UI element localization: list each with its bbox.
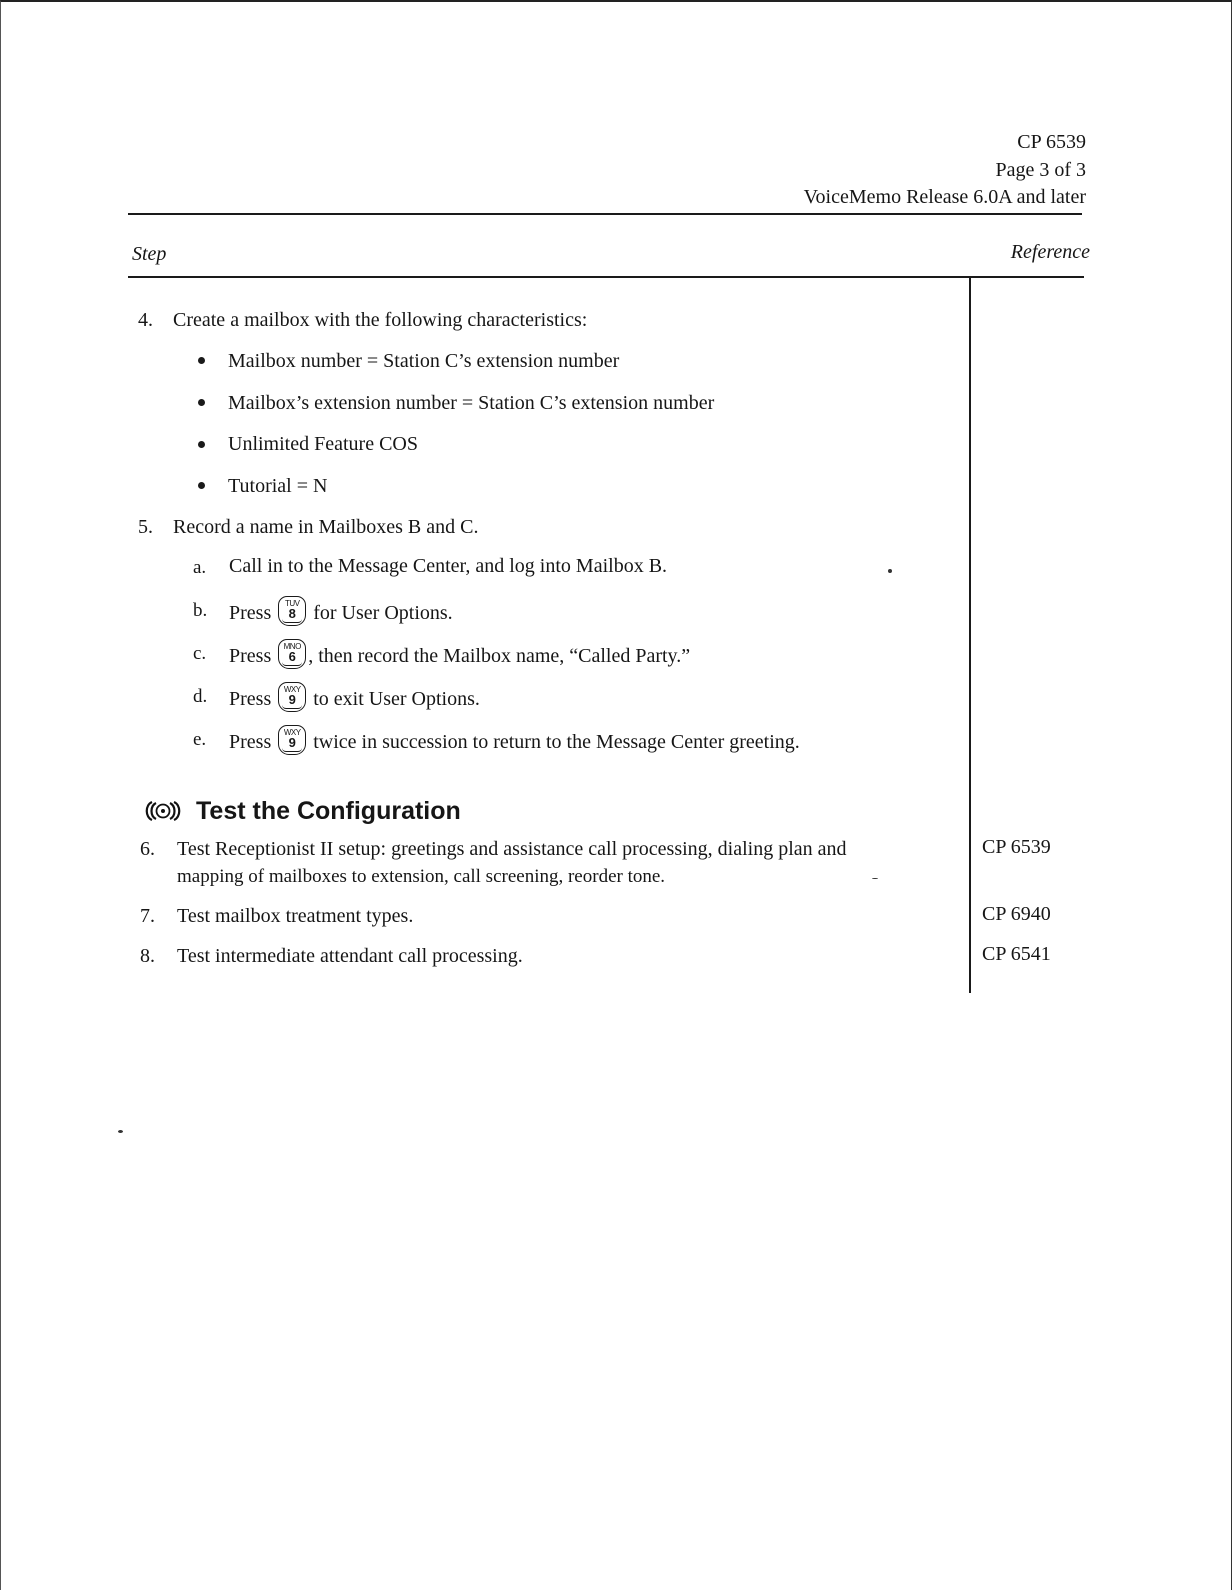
substep-text-pre: Press xyxy=(229,731,272,753)
page-number: Page 3 of 3 xyxy=(995,159,1086,181)
key-digit: 8 xyxy=(288,606,296,621)
key-letters: WXY xyxy=(283,685,301,694)
key-digit: 9 xyxy=(288,692,296,707)
substep-letter: b. xyxy=(193,600,208,621)
step-number: 7. xyxy=(140,905,155,927)
bullet-icon xyxy=(198,441,205,448)
substep-text xyxy=(229,725,800,755)
substep-text-post: twice in succession to return to the Message Center greeting. xyxy=(313,731,800,753)
bullet-item: Mailbox’s extension number = Station C’s extension number xyxy=(228,392,715,414)
reference-link[interactable]: CP 6539 xyxy=(982,836,1051,858)
substep-text-post: to exit User Options. xyxy=(313,688,480,710)
step-column-heading: Step xyxy=(132,243,167,265)
reference-link[interactable]: CP 6940 xyxy=(982,903,1051,925)
substep-text-post: for User Options. xyxy=(313,602,453,624)
key-letters: WXY xyxy=(283,728,301,737)
key-letters: MNO xyxy=(283,642,301,651)
release-note: VoiceMemo Release 6.0A and later xyxy=(803,186,1086,208)
bullet-item: Tutorial = N xyxy=(228,475,328,497)
bullet-item: Mailbox number = Station C’s extension number xyxy=(228,350,620,372)
step-text: Test intermediate attendant call processing. xyxy=(177,945,523,967)
reference-column-divider xyxy=(969,278,971,993)
bullet-icon xyxy=(198,482,205,489)
scan-speck xyxy=(118,1130,123,1133)
step-text: Test mailbox treatment types. xyxy=(177,905,414,927)
step-number: 5. xyxy=(138,516,153,538)
substep-letter: e. xyxy=(193,729,207,750)
substep-text-pre: Press xyxy=(229,645,272,667)
header-rule xyxy=(128,213,1082,215)
step-text: Create a mailbox with the following characteristics: xyxy=(173,309,588,331)
step-text-continued: mapping of mailboxes to extension, call screening, reorder tone. xyxy=(177,866,666,887)
substep-text-pre: Press xyxy=(229,602,272,624)
column-heading-rule xyxy=(128,276,1084,278)
reference-link[interactable]: CP 6541 xyxy=(982,943,1051,965)
substep-text xyxy=(229,596,453,626)
scan-speck xyxy=(872,878,878,879)
phone-key-8-icon xyxy=(278,596,306,626)
step-number: 6. xyxy=(140,838,155,860)
step-number: 8. xyxy=(140,945,155,967)
speaker-icon xyxy=(143,800,183,822)
scan-speck xyxy=(888,569,892,573)
substep-text: Call in to the Message Center, and log into Mailbox B. xyxy=(229,555,668,577)
substep-text-pre: Press xyxy=(229,688,272,710)
substep-text xyxy=(229,639,690,669)
bullet-item: Unlimited Feature COS xyxy=(228,433,418,455)
step-text: Test Receptionist II setup: greetings and assistance call processing, dialing plan and xyxy=(177,838,847,860)
step-number: 4. xyxy=(138,309,153,331)
substep-letter: c. xyxy=(193,643,207,664)
key-letters: TUV xyxy=(284,599,300,608)
substep-text-post: , then record the Mailbox name, “Called Party.” xyxy=(308,645,691,667)
bullet-icon xyxy=(198,399,205,406)
reference-column-heading: Reference xyxy=(1010,241,1090,263)
substep-text xyxy=(229,682,480,712)
substep-letter: d. xyxy=(193,686,208,707)
bullet-icon xyxy=(198,357,205,364)
phone-key-9-icon xyxy=(278,725,306,755)
section-heading: Test the Configuration xyxy=(196,797,461,825)
key-digit: 9 xyxy=(288,735,296,750)
substep-letter: a. xyxy=(193,557,207,578)
key-digit: 6 xyxy=(288,649,296,664)
doc-id: CP 6539 xyxy=(1017,131,1086,153)
phone-key-6-icon xyxy=(278,639,306,669)
step-text: Record a name in Mailboxes B and C. xyxy=(173,516,479,538)
phone-key-9-icon xyxy=(278,682,306,712)
